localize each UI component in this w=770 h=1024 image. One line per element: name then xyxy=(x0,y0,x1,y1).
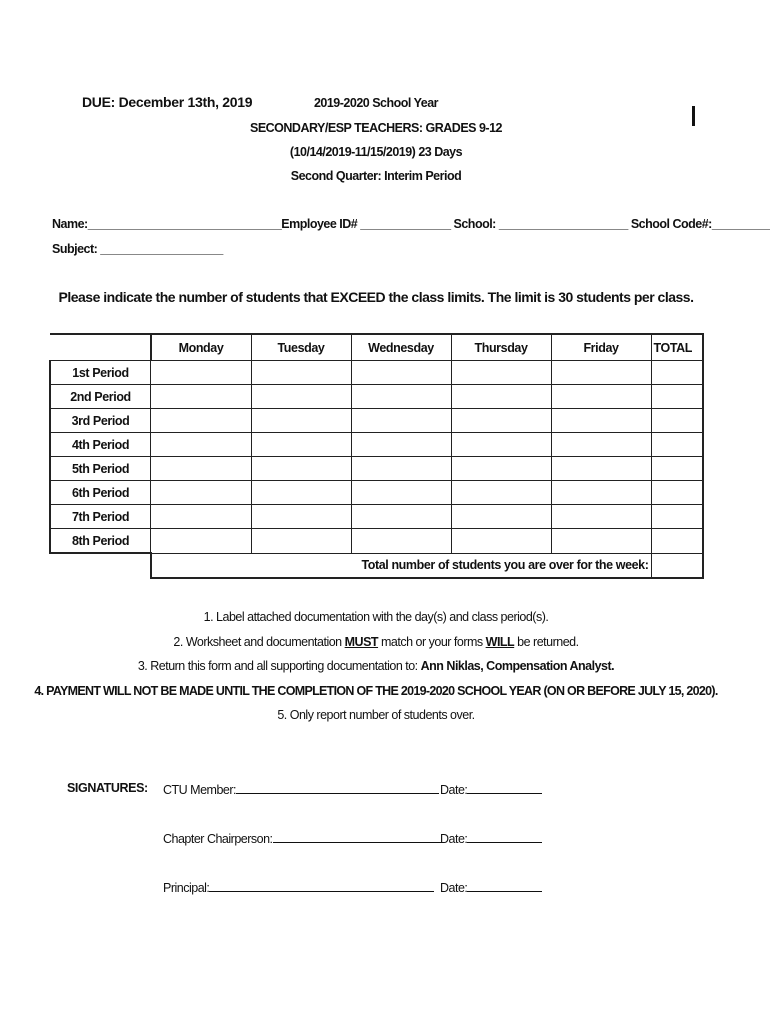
col-monday: Monday xyxy=(151,334,252,361)
subject-line[interactable]: Subject: ___________________ xyxy=(52,242,223,256)
date-ctu-member[interactable] xyxy=(440,781,542,797)
entry-cell[interactable] xyxy=(451,457,551,481)
date-label: Date: xyxy=(440,783,468,797)
entry-cell[interactable] xyxy=(551,409,651,433)
corner-cell xyxy=(50,334,151,361)
name-employee-school-line[interactable]: Name:______________________________Employee ID# ______________ School: ____________________ School Code#:_________ xyxy=(52,217,770,231)
entry-cell[interactable] xyxy=(251,481,351,505)
period-label: 2nd Period xyxy=(50,385,151,409)
total-cell[interactable] xyxy=(651,433,703,457)
sig-principal[interactable] xyxy=(163,879,434,895)
entry-cell[interactable] xyxy=(451,385,551,409)
item2-text-c: be returned. xyxy=(514,635,579,649)
table-row xyxy=(50,409,703,433)
period-label: 8th Period xyxy=(50,529,151,554)
item3-contact: Ann Niklas, Compensation Analyst. xyxy=(420,659,615,673)
entry-cell[interactable] xyxy=(251,529,351,554)
date-principal[interactable] xyxy=(440,879,542,895)
date-label: Date: xyxy=(440,832,468,846)
teacher-grades: SECONDARY/ESP TEACHERS: GRADES 9-12 xyxy=(249,121,502,135)
entry-cell[interactable] xyxy=(351,481,451,505)
entry-cell[interactable] xyxy=(251,409,351,433)
entry-cell[interactable] xyxy=(151,505,252,529)
entry-cell[interactable] xyxy=(351,409,451,433)
table-row xyxy=(50,505,703,529)
total-cell[interactable] xyxy=(651,457,703,481)
entry-cell[interactable] xyxy=(151,481,252,505)
entry-cell[interactable] xyxy=(551,529,651,554)
instruction-item-1: 1. Label attached documentation with the day(s) and class period(s). xyxy=(203,610,549,624)
col-friday: Friday xyxy=(551,334,651,361)
sig-chapter-chairperson[interactable] xyxy=(163,830,444,846)
signature-line[interactable] xyxy=(236,781,439,794)
total-cell[interactable] xyxy=(651,481,703,505)
sig-ctu-member[interactable] xyxy=(163,781,439,797)
entry-cell[interactable] xyxy=(251,361,351,385)
period-label: 5th Period xyxy=(50,457,151,481)
instruction-text: Please indicate the number of students that EXCEED the class limits. The limit is 30 students per class. xyxy=(58,289,694,305)
entry-cell[interactable] xyxy=(151,529,252,554)
sig-role-label: CTU Member: xyxy=(163,783,236,797)
entry-cell[interactable] xyxy=(351,457,451,481)
signature-line[interactable] xyxy=(273,830,444,843)
blank-cell xyxy=(50,553,151,578)
entry-cell[interactable] xyxy=(551,361,651,385)
entry-cell[interactable] xyxy=(151,385,252,409)
total-cell[interactable] xyxy=(651,529,703,554)
entry-cell[interactable] xyxy=(151,361,252,385)
table-row xyxy=(50,481,703,505)
entry-cell[interactable] xyxy=(451,361,551,385)
col-total: TOTAL xyxy=(651,334,703,361)
signatures-label: SIGNATURES: xyxy=(67,781,148,795)
col-thursday: Thursday xyxy=(451,334,551,361)
entry-cell[interactable] xyxy=(351,433,451,457)
period-label: 3rd Period xyxy=(50,409,151,433)
period-label: 1st Period xyxy=(50,361,151,385)
quarter-period: Second Quarter: Interim Period xyxy=(290,169,462,183)
item2-text-b: match or your forms xyxy=(378,635,486,649)
entry-cell[interactable] xyxy=(451,481,551,505)
week-total-cell[interactable] xyxy=(651,553,703,578)
date-chapter-chairperson[interactable] xyxy=(440,830,542,846)
sig-role-label: Chapter Chairperson: xyxy=(163,832,273,846)
entry-cell[interactable] xyxy=(551,457,651,481)
vertical-bar-mark xyxy=(692,106,695,126)
instruction-item-3 xyxy=(0,659,752,673)
col-tuesday: Tuesday xyxy=(251,334,351,361)
due-date: DUE: December 13th, 2019 xyxy=(82,94,253,110)
signature-line[interactable] xyxy=(209,879,434,892)
week-total-label: Total number of students you are over for the week: xyxy=(151,553,652,578)
table-row xyxy=(50,457,703,481)
total-cell[interactable] xyxy=(651,409,703,433)
col-wednesday: Wednesday xyxy=(351,334,451,361)
entry-cell[interactable] xyxy=(551,505,651,529)
total-cell[interactable] xyxy=(651,361,703,385)
period-label: 4th Period xyxy=(50,433,151,457)
item2-text-a: 2. Worksheet and documentation xyxy=(173,635,345,649)
entry-cell[interactable] xyxy=(351,385,451,409)
table-row xyxy=(50,529,703,554)
entry-cell[interactable] xyxy=(551,385,651,409)
entry-cell[interactable] xyxy=(151,433,252,457)
entry-cell[interactable] xyxy=(151,409,252,433)
table-row xyxy=(50,361,703,385)
date-label: Date: xyxy=(440,881,468,895)
entry-cell[interactable] xyxy=(251,385,351,409)
period-label: 6th Period xyxy=(50,481,151,505)
total-cell[interactable] xyxy=(651,385,703,409)
period-label: 7th Period xyxy=(50,505,151,529)
date-line[interactable] xyxy=(467,781,542,794)
date-line[interactable] xyxy=(467,879,542,892)
entry-cell[interactable] xyxy=(351,529,451,554)
entry-cell[interactable] xyxy=(551,433,651,457)
table-row xyxy=(50,385,703,409)
item3-text: 3. Return this form and all supporting documentation to: xyxy=(137,659,421,673)
entry-cell[interactable] xyxy=(351,361,451,385)
entry-cell[interactable] xyxy=(351,505,451,529)
entry-cell[interactable] xyxy=(451,433,551,457)
week-total-row xyxy=(50,553,703,578)
entry-cell[interactable] xyxy=(251,433,351,457)
entry-cell[interactable] xyxy=(451,505,551,529)
entry-cell[interactable] xyxy=(451,409,551,433)
total-cell[interactable] xyxy=(651,505,703,529)
entry-cell[interactable] xyxy=(251,457,351,481)
sig-role-label: Principal: xyxy=(163,881,210,895)
date-range: (10/14/2019-11/15/2019) 23 Days xyxy=(289,145,463,159)
entry-cell[interactable] xyxy=(451,529,551,554)
entry-cell[interactable] xyxy=(151,457,252,481)
table-row xyxy=(50,433,703,457)
item2-must: MUST xyxy=(344,635,379,649)
school-year: 2019-2020 School Year xyxy=(313,96,439,110)
item2-will: WILL xyxy=(485,635,515,649)
table-header-row xyxy=(50,334,703,361)
date-line[interactable] xyxy=(467,830,542,843)
instruction-item-2 xyxy=(0,635,752,649)
instruction-item-5: 5. Only report number of students over. xyxy=(277,708,475,722)
overage-table xyxy=(49,333,704,579)
instruction-item-4: 4. PAYMENT WILL NOT BE MADE UNTIL THE COMPLETION OF THE 2019-2020 SCHOOL YEAR (ON OR BEFORE JULY 15, 2020). xyxy=(34,684,718,698)
entry-cell[interactable] xyxy=(551,481,651,505)
entry-cell[interactable] xyxy=(251,505,351,529)
